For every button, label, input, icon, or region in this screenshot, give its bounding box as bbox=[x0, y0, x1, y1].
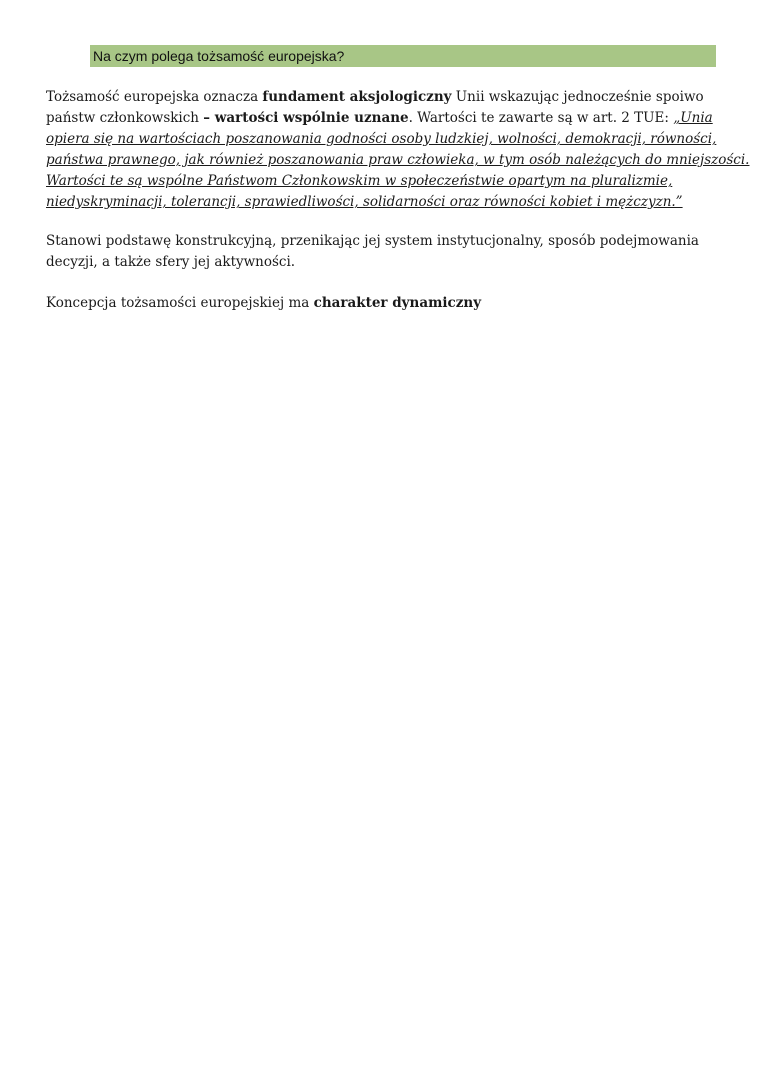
bold-term-shared-values: – wartości wspólnie uznane bbox=[203, 110, 409, 126]
quote-line: Wartości te są wspólne Państwom Członkowskim w społeczeństwie opartym na pluralizmie, bbox=[46, 173, 673, 189]
text-run: Koncepcja tożsamości europejskiej ma bbox=[46, 295, 314, 311]
quote-start: „Unia bbox=[673, 110, 713, 126]
paragraph-line: Stanowi podstawę konstrukcyjną, przenikając jej system instytucjonalny, sposób podejmowania bbox=[46, 233, 699, 249]
text-run: Unii wskazując jednocześnie spoiwo bbox=[451, 89, 704, 105]
paragraph-line: decyzji, a także sfery jej aktywności. bbox=[46, 254, 296, 270]
section-heading bbox=[90, 45, 716, 67]
text-run: państw członkowskich bbox=[46, 110, 204, 126]
text-run: . Wartości te zawarte są w art. 2 TUE: bbox=[408, 110, 674, 126]
paragraph-line bbox=[46, 108, 716, 129]
section-heading-text: Na czym polega tożsamość europejska? bbox=[93, 48, 345, 64]
paragraph-constructive-basis bbox=[46, 231, 716, 273]
quote-line: opiera się na wartościach poszanowania godności osoby ludzkiej, wolności, demokracji, równości, bbox=[46, 131, 717, 147]
paragraph-dynamic-concept bbox=[46, 293, 716, 314]
bold-term-axiological-foundation: fundament aksjologiczny bbox=[262, 89, 452, 105]
bold-term-dynamic-character: charakter dynamiczny bbox=[313, 295, 482, 311]
paragraph-identity-definition bbox=[46, 87, 750, 213]
quote-line: niedyskryminacji, tolerancji, sprawiedliwości, solidarności oraz równości kobiet i mężczyzn.” bbox=[46, 194, 683, 210]
quote-line: państwa prawnego, jak również poszanowania praw człowieka, w tym osób należących do mniejszości. bbox=[46, 152, 750, 168]
text-run: Tożsamość europejska oznacza bbox=[46, 89, 263, 105]
paragraph-line bbox=[46, 87, 716, 108]
paragraph-line bbox=[46, 293, 716, 314]
